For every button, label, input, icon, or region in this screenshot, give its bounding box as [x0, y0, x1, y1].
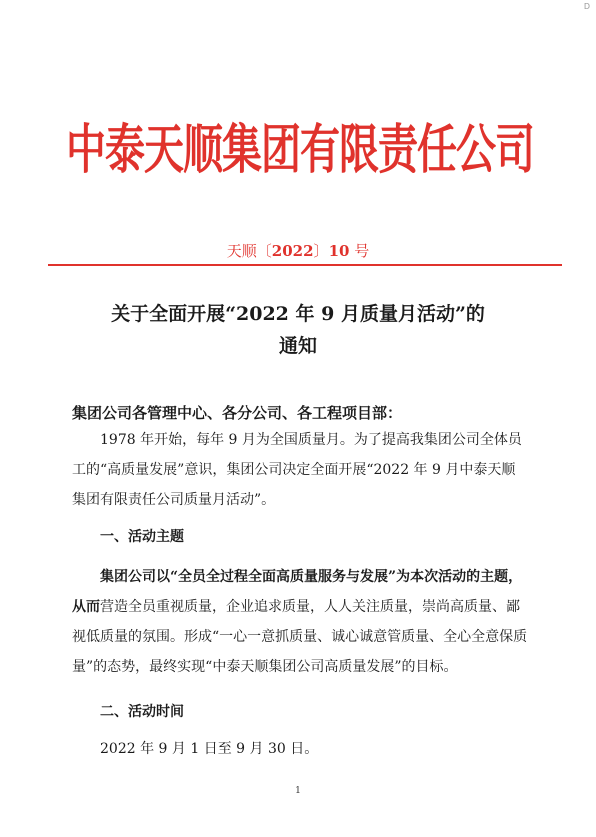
theme-rest: 营造全员重视质量，企业追求质量，人人关注质量，崇尚高质量、鄙视低质量的氛围。形成“一心一意抓质量、诚心诚意管质量、全心全意保质量”的态势，最终实现“中泰天顺集团公司高质量发展”的目标。 [72, 599, 528, 675]
page-number: 1 [295, 786, 301, 796]
doc-number-seq: 10 [328, 242, 350, 260]
title-line-2: 通知 [278, 335, 317, 357]
recipient-line: 集团公司各管理中心、各分公司、各工程项目部： [72, 404, 403, 422]
theme-emphasis: 集团公司以“全员全过程全面高质量服务与发展”为本次活动的主题，从而 [72, 569, 523, 615]
title-line-1: 关于全面开展“2022 年 9 月质量月活动”的 [111, 303, 485, 325]
doc-number-mid: 〕 [313, 242, 329, 260]
organization-header: 中泰天顺集团有限责任公司 [66, 119, 534, 181]
time-paragraph: 2022 年 9 月 1 日至 9 月 30 日。 [100, 741, 319, 757]
document-number [0, 240, 596, 261]
section-heading-time: 二、活动时间 [100, 704, 184, 720]
document-title [60, 298, 536, 362]
section-heading-theme: 一、活动主题 [100, 529, 184, 545]
corner-mark: D [583, 2, 590, 11]
theme-paragraph [72, 562, 528, 682]
intro-paragraph: 1978 年开始，每年 9 月为全国质量月。为了提高我集团公司全体员工的“高质量发展”意识，集团公司决定全面开展“2022 年 9 月中泰天顺集团有限责任公司质量月活动”。 [72, 432, 522, 508]
doc-number-year: 2022 [271, 242, 314, 260]
red-divider-line [48, 264, 562, 266]
doc-number-prefix: 天顺〔 [226, 242, 272, 260]
doc-number-suffix: 号 [349, 242, 370, 260]
